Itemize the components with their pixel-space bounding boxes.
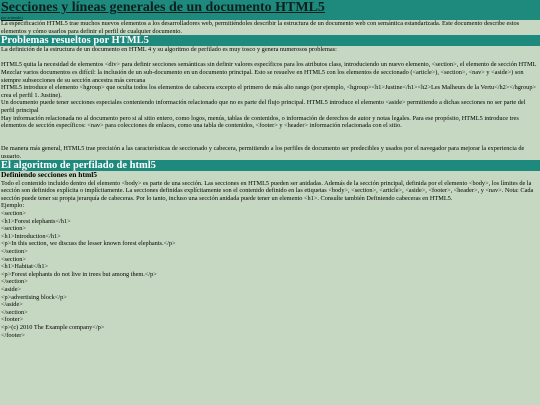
page-title: Secciones y líneas generales de un documento HTML5 <box>0 0 540 15</box>
code-line: <h1>Introduction</h1> <box>1 232 61 240</box>
paragraph: Todo el contenido incluido dentro del elemento <body> es parte de una sección. Las secciones en HTML5 pueden ser anidadas. Además de la sección principal, definida por el elemento <body>, los límites de la sección son definidos explícita o implícitamente. La secciones definidas explícitamente son el contenido definido en las etiquetas <body>, <section>, <article>, <aside>, <footer>, <header>, y <nav>. Nota: Cada sección puede tener su propia jerarquía de cabeceras. Por lo tanto, incluso una sección anidada puede tener un elemento <h1>. Consulte también Definiendo cabeceras en HTML5. <box>1 179 534 202</box>
code-line: <h1>Habitat</h1> <box>1 263 49 271</box>
subheading-defining-sections: Definiendo secciones en html5 <box>1 170 98 180</box>
spacer <box>0 54 540 62</box>
code-line: </section> <box>1 248 28 256</box>
code-line: <section> <box>1 255 26 263</box>
code-line: <p>advertising block</p> <box>1 293 67 301</box>
section-heading-problems: Problemas resueltos por HTML5 <box>0 35 540 46</box>
code-line: <p>Forest elephants do not live in trees but among them.</p> <box>1 270 157 278</box>
code-line: <h1>Forest elephants</h1> <box>1 217 71 225</box>
spacer <box>0 137 540 145</box>
code-line: <p>In this section, we discuss the lesser known forest elephants.</p> <box>1 240 176 248</box>
author-link[interactable]: por acimada i <box>1 15 23 20</box>
code-example <box>0 210 540 339</box>
section-heading-algorithm: El algoritmo de perfilado de html5 <box>0 160 540 171</box>
code-line: </section> <box>1 278 28 286</box>
paragraph: Hay información relacionada no al documento pero si al sitio entero, como logos, menús, tablas de contenidos, o información de derechos de autor y notas legales. Para ese propósito, HTML5 introduce tres elementos de sección específicos: <nav> para colecciones de enlaces, como una tabla de contenidos, <footer> y <header> información relacionada con el sitio. <box>1 114 519 130</box>
paragraph: HTML5 introduce el elemento <hgroup> que oculta todos los elementos de cabecera excepto el primero de más alto rango (por ejemplo, <hgroup><h1>Justine</h1><h2>Les Malheurs de la Vertu</h2></hgroup> crea el perfil 1. Justine). <box>1 84 537 99</box>
paragraph: Mezclar varios documentos es difícil: la inclusión de un sub-documento en un documento principal. Esto se resuelve en HTML5 con los elementos de seccionado (<article>), <section>, <nav> y <aside>) son siempre subsecciones de su sección ancestra más cercana <box>1 68 524 84</box>
code-line: </aside> <box>1 301 23 309</box>
code-line: <section> <box>1 225 26 233</box>
paragraph: La definición de la estructura de un documento en HTML 4 y su algoritmo de perfilado es muy tosco y genera numerosos problemas: <box>1 46 337 54</box>
code-line: <footer> <box>1 316 24 324</box>
example-label: Ejemplo: <box>1 202 25 210</box>
section-problems-body <box>0 46 540 160</box>
code-line: <p>(c) 2010 The Example company</p> <box>1 323 105 331</box>
paragraph: HTML5 quita la necesidad de elementos <div> para definir secciones semánticas sin definir valores específicos para los atributos class, introduciendo un nuevo elemento, <section>, el elemento de sección HTML <box>1 61 537 69</box>
paragraph: Un documento puede tener secciones especiales conteniendo información relacionado que no es parte del flujo principal. HTML5 introduce el elemento <aside> permitiendo a dichas secciones no ser parte del perfil principal <box>1 99 526 114</box>
paragraph: De manera más general, HTML5 trae precisión a las características de seccionado y cabecera, permitiendo a los perfiles de documento ser predecibles y usados por el navegador para mejorar la experiencia de usuario. <box>1 144 525 160</box>
code-line: <aside> <box>1 286 22 293</box>
code-line: </section> <box>1 308 28 316</box>
spacer <box>0 130 540 138</box>
intro-paragraph: La especificación HTML5 trae muchos nuevos elementos a los desarrolladores web, permitiéndoles describir la estructura de un documento web con semántica estandarizada. Este documento describe estos elementos y cómo usarlos para definir el perfil de cualquier documento. <box>1 20 520 35</box>
code-line: </footer> <box>1 331 25 339</box>
code-line: <section> <box>1 210 26 218</box>
